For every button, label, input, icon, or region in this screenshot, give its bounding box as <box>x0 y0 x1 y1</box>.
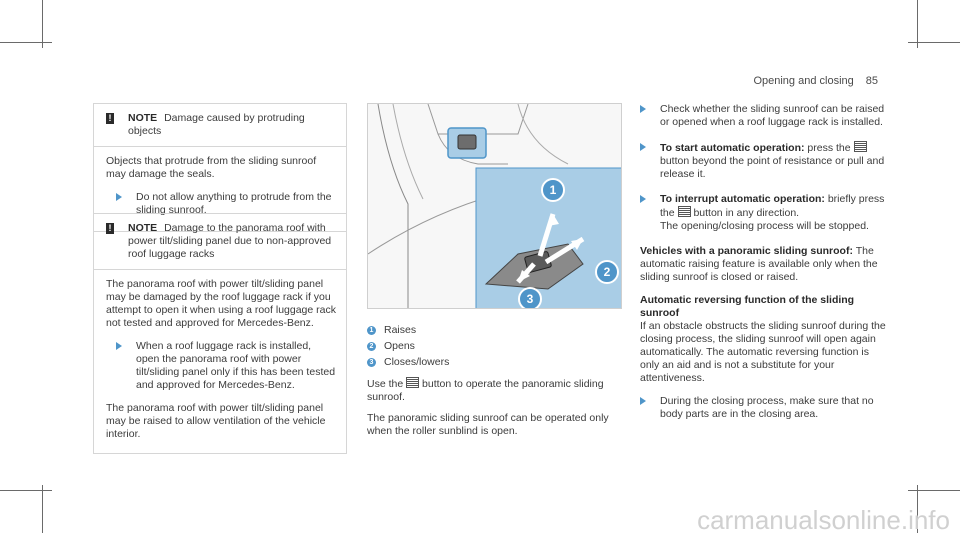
instruction-text: Check whether the sliding sunroof can be raised or opened when a roof luggage rack is installed. <box>660 103 885 128</box>
overhead-panel-drawing <box>368 104 622 309</box>
paragraph-heading: Automatic reversing function of the sliding sunroof <box>640 294 855 319</box>
instruction-post: button in any direction. <box>693 207 800 219</box>
note-label: NOTE <box>128 112 158 124</box>
legend-text: Opens <box>384 340 415 352</box>
instruction-result: The opening/closing process will be stopped. <box>660 220 869 232</box>
sunroof-button-icon <box>854 141 867 152</box>
sunroof-button-icon <box>678 206 691 217</box>
note-title-text: Damage to the panorama roof with power tilt/sliding panel due to non-approved roof luggage racks <box>128 222 332 260</box>
instruction-label: To interrupt automatic operation: <box>660 193 825 205</box>
instruction-post: button beyond the point of resistance or pull and release it. <box>660 155 885 180</box>
callout-number: 3 <box>367 358 376 367</box>
section-title: Opening and closing <box>753 75 854 87</box>
legend-text: Raises <box>384 324 417 336</box>
instruction-pre: briefly press the <box>660 193 885 219</box>
crop-mark <box>917 0 918 48</box>
crop-mark <box>0 42 52 43</box>
note-header <box>94 104 346 147</box>
note-paragraph: The panorama roof with power tilt/sliding panel may be raised to allow ventilation of the vehicle interior. <box>106 402 326 440</box>
crop-mark <box>0 490 52 491</box>
arrow-icon <box>116 342 122 350</box>
crop-mark <box>42 0 43 48</box>
callout-number: 2 <box>367 342 376 351</box>
arrow-icon <box>640 105 646 113</box>
arrow-icon <box>116 193 122 201</box>
instruction-text: During the closing process, make sure that no body parts are in the closing area. <box>660 395 874 420</box>
legend-item <box>367 356 622 369</box>
usage-paragraph <box>367 377 622 404</box>
paragraph-text: The automatic raising feature is available only when the sliding sunroof is closed or raised. <box>640 245 878 283</box>
instruction-check <box>640 103 886 129</box>
legend-item <box>367 340 622 353</box>
paragraph-text: If an obstacle obstructs the sliding sunroof during the closing process, the sliding sunroof will open again automatically. The automatic reversing function is only an aid and is not a substitute for your attentiveness. <box>640 320 886 384</box>
panoramic-paragraph <box>640 245 886 284</box>
callout-number: 1 <box>367 326 376 335</box>
instruction-start <box>640 141 886 181</box>
arrow-icon <box>640 195 646 203</box>
arrow-icon <box>640 397 646 405</box>
instruction-interrupt <box>640 193 886 233</box>
legend-item <box>367 324 622 337</box>
page-header <box>753 75 878 88</box>
page-number: 85 <box>865 75 878 87</box>
note-label: NOTE <box>128 222 158 234</box>
exclamation-icon: ! <box>106 113 114 124</box>
callout-3: 3 <box>518 287 542 309</box>
reversing-paragraph <box>640 294 886 385</box>
figure-legend <box>367 324 622 438</box>
note-paragraph: The panorama roof with power tilt/sliding panel may be damaged by the roof luggage rack if you attempt to open it when using a roof luggage rack not tested and approved for Mercedes-Benz. <box>106 278 336 329</box>
note-paragraph: Objects that protrude from the sliding sunroof may damage the seals. <box>106 155 317 180</box>
operation-paragraph: The panoramic sliding sunroof can be operated only when the roller sunblind is open. <box>367 412 609 437</box>
note-title <box>128 112 338 138</box>
crop-mark <box>908 42 960 43</box>
watermark: carmanualsonline.info <box>697 505 950 535</box>
instruction-text <box>660 193 886 233</box>
note-body <box>94 270 346 453</box>
note-header <box>94 214 346 270</box>
usage-text: Use the <box>367 378 404 390</box>
instruction-text <box>660 141 886 181</box>
crop-mark <box>908 490 960 491</box>
instruction-text: When a roof luggage rack is installed, open the panorama roof with power tilt/sliding panel only if this has been tested and approved for Mercedes-Benz. <box>136 340 336 391</box>
crop-mark <box>42 485 43 533</box>
instruction-text: Do not allow anything to protrude from the sliding sunroof. <box>136 191 332 216</box>
note-box-luggage-rack <box>93 213 347 454</box>
note-instruction <box>106 340 336 392</box>
instruction-closing <box>640 395 886 421</box>
note-title <box>128 222 338 261</box>
sunroof-switch-illustration <box>367 103 622 309</box>
note-title-text: Damage caused by protruding objects <box>128 112 305 137</box>
callout-1: 1 <box>541 178 565 202</box>
instruction-label: To start automatic operation: <box>660 142 805 154</box>
right-column <box>640 103 886 433</box>
usage-text: button to operate the panoramic sliding sunroof. <box>367 378 604 403</box>
arrow-icon <box>640 143 646 151</box>
callout-2: 2 <box>595 260 619 284</box>
instruction-pre: press the <box>807 142 851 154</box>
sunroof-button-icon <box>406 377 419 388</box>
exclamation-icon: ! <box>106 223 114 234</box>
paragraph-label: Vehicles with a panoramic sliding sunroof: <box>640 245 853 257</box>
legend-text: Closes/lowers <box>384 356 450 368</box>
